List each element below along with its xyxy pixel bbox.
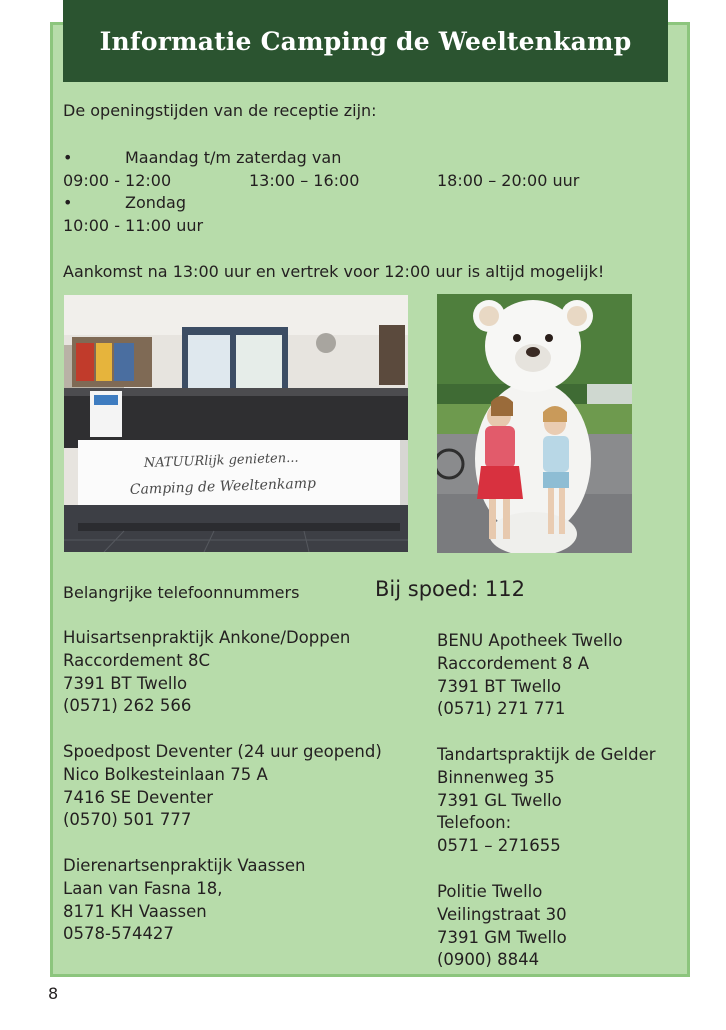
contact-city: 7391 BT Twello — [437, 676, 562, 696]
weekday-slot-morning: 09:00 - 12:00 — [63, 171, 172, 190]
arrival-note: Aankomst na 13:00 uur en vertrek voor 12:00 uur is altijd mogelijk! — [63, 262, 605, 281]
contact-city: 7391 GM Twello — [437, 927, 567, 947]
contact-name: Dierenartsenpraktijk Vaassen — [63, 856, 306, 875]
contact-politie — [437, 881, 567, 972]
contact-tandarts — [437, 744, 656, 858]
title-bar — [63, 0, 668, 82]
contact-apotheek — [437, 630, 623, 721]
contact-name: Tandartspraktijk de Gelder — [437, 745, 656, 764]
opening-intro: De openingstijden van de receptie zijn: — [63, 101, 377, 120]
contact-city: 7391 GL Twello — [437, 790, 562, 810]
contact-street: Nico Bolkesteinlaan 75 A — [63, 764, 268, 784]
contact-street: Raccordement 8 A — [437, 653, 589, 673]
contact-street: Veilingstraat 30 — [437, 904, 567, 924]
contact-phone: 0578-574427 — [63, 924, 174, 944]
contact-name: BENU Apotheek Twello — [437, 631, 623, 650]
contact-street: Laan van Fasna 18, — [63, 878, 223, 898]
weekday-slot-afternoon: 13:00 – 16:00 — [249, 171, 360, 190]
contact-street: Raccordement 8C — [63, 650, 210, 670]
reception-photo — [64, 295, 408, 552]
contact-city: 8171 KH Vaassen — [63, 901, 207, 921]
contact-name: Huisartsenpraktijk Ankone/Doppen — [63, 628, 351, 647]
bullet-weekday: • — [63, 148, 73, 167]
page-title: Informatie Camping de Weeltenkamp — [99, 26, 632, 56]
contact-name: Politie Twello — [437, 882, 543, 901]
reception-sign-line2: Camping de Weeltenkamp — [129, 475, 317, 498]
weekday-label: Maandag t/m zaterdag van — [125, 148, 342, 167]
sunday-slot: 10:00 - 11:00 uur — [63, 216, 204, 235]
contact-name: Spoedpost Deventer (24 uur geopend) — [63, 742, 382, 761]
contact-city: 7391 BT Twello — [63, 673, 188, 693]
page-number: 8 — [48, 984, 59, 1003]
contact-phone: 0571 – 271655 — [437, 836, 561, 856]
mascot-photo — [437, 294, 632, 553]
contact-city: 7416 SE Deventer — [63, 787, 214, 807]
emergency-number: Bij spoed: 112 — [375, 577, 525, 601]
contact-spoedpost — [63, 741, 382, 832]
phones-heading: Belangrijke telefoonnummers — [63, 583, 300, 602]
contact-phone-label: Telefoon: — [437, 813, 512, 833]
reception-sign-line1: NATUURlijk genieten... — [143, 450, 299, 471]
contact-dierenarts — [63, 855, 305, 946]
contact-phone: (0900) 8844 — [437, 950, 540, 970]
contact-phone: (0570) 501 777 — [63, 810, 192, 830]
contact-huisarts — [63, 627, 350, 718]
contact-street: Binnenweg 35 — [437, 767, 555, 787]
bullet-sunday: • — [63, 193, 73, 212]
contact-phone: (0571) 262 566 — [63, 696, 192, 716]
weekday-slot-evening: 18:00 – 20:00 uur — [437, 171, 580, 190]
sunday-label: Zondag — [125, 193, 187, 212]
contact-phone: (0571) 271 771 — [437, 699, 566, 719]
